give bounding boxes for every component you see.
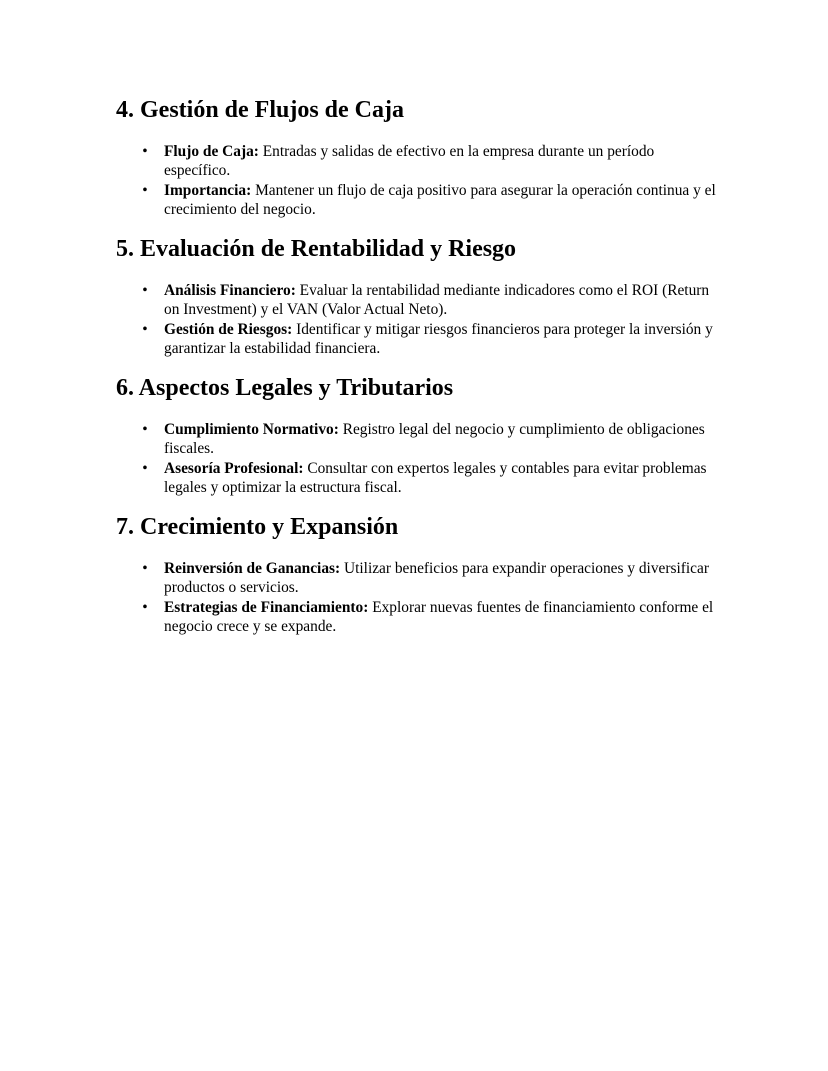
list-item <box>116 459 716 497</box>
item-text: Explorar nuevas fuentes de financiamiento conforme el negocio crece y se expande. <box>164 599 714 635</box>
bullet-icon: • <box>142 421 148 438</box>
section-growth-expansion <box>116 511 716 636</box>
item-term: Estrategias de Financiamiento: <box>164 599 369 616</box>
list-item <box>116 559 716 597</box>
section-heading: 6. Aspectos Legales y Tributarios <box>116 375 454 401</box>
item-text: Utilizar beneficios para expandir operaciones y diversificar productos o servicios. <box>164 560 709 596</box>
list-item <box>116 281 716 319</box>
bullet-list <box>116 281 716 358</box>
item-term: Reinversión de Ganancias: <box>164 560 341 577</box>
bullet-icon: • <box>142 560 148 577</box>
item-term: Cumplimiento Normativo: <box>164 421 339 438</box>
list-item <box>116 598 716 636</box>
bullet-icon: • <box>142 282 148 299</box>
section-heading: 5. Evaluación de Rentabilidad y Riesgo <box>116 236 517 262</box>
bullet-list <box>116 559 716 636</box>
list-item <box>116 142 716 180</box>
item-term: Asesoría Profesional: <box>164 460 304 477</box>
bullet-list <box>116 420 716 497</box>
list-item <box>116 420 716 458</box>
section-heading: 7. Crecimiento y Expansión <box>116 514 399 540</box>
section-cash-flow <box>116 94 716 219</box>
list-item <box>116 320 716 358</box>
item-term: Análisis Financiero: <box>164 282 296 299</box>
section-profitability-risk <box>116 233 716 358</box>
bullet-list <box>116 142 716 219</box>
item-term: Importancia: <box>164 182 252 199</box>
item-text: Consultar con expertos legales y contables para evitar problemas legales y optimizar la estructura fiscal. <box>164 460 707 496</box>
bullet-icon: • <box>142 143 148 160</box>
bullet-icon: • <box>142 460 148 477</box>
bullet-icon: • <box>142 182 148 199</box>
document-body <box>116 94 716 650</box>
section-legal-tax <box>116 372 716 497</box>
item-text: Identificar y mitigar riesgos financieros para proteger la inversión y garantizar la estabilidad financiera. <box>164 321 713 357</box>
item-text: Mantener un flujo de caja positivo para asegurar la operación continua y el crecimiento del negocio. <box>164 182 716 218</box>
item-term: Gestión de Riesgos: <box>164 321 293 338</box>
bullet-icon: • <box>142 321 148 338</box>
section-heading: 4. Gestión de Flujos de Caja <box>116 97 404 123</box>
bullet-icon: • <box>142 599 148 616</box>
item-text: Evaluar la rentabilidad mediante indicadores como el ROI (Return on Investment) y el VAN (Valor Actual Neto). <box>164 282 710 318</box>
item-term: Flujo de Caja: <box>164 143 259 160</box>
list-item <box>116 181 716 219</box>
item-text: Registro legal del negocio y cumplimiento de obligaciones fiscales. <box>164 421 705 457</box>
item-text: Entradas y salidas de efectivo en la empresa durante un período específico. <box>164 143 655 179</box>
